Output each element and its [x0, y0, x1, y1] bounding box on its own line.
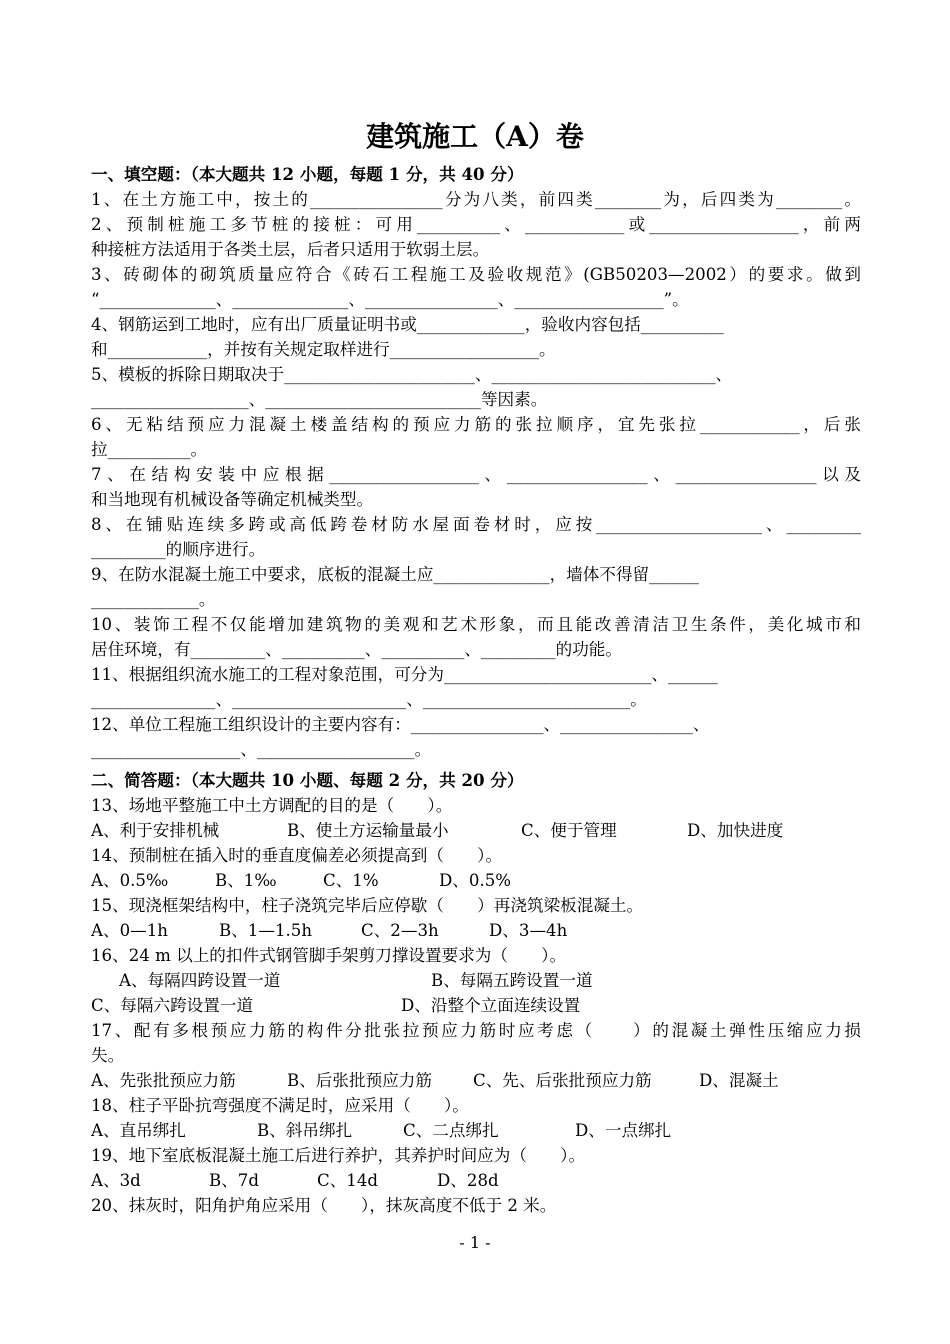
fill-line: 11、根据组织流水施工的工程对象范围，可分为_________________________、______: [91, 665, 718, 684]
option: D、沿整个立面连续设置: [401, 996, 581, 1015]
question-options: [91, 1168, 861, 1193]
question-options: [91, 818, 861, 843]
fill-line: 10、装饰工程不仅能增加建筑物的美观和艺术形象，而且能改善清洁卫生条件，美化城市和: [91, 615, 861, 634]
question-options: [91, 1068, 861, 1093]
option: C、每隔六跨设置一道: [91, 996, 254, 1015]
question-stem: 14、预制桩在插入时的垂直度偏差必须提高到（ ）。: [91, 846, 503, 865]
option: B、后张批预应力筋: [287, 1071, 432, 1090]
fill-line: 4、钢筋运到工地时，应有出厂质量证明书或_____________，验收内容包括__________: [91, 315, 724, 334]
option: D、3—4h: [489, 921, 568, 940]
section1-heading: 一、填空题：（本大题共 12 小题，每题 1 分，共 40 分）: [91, 164, 524, 184]
option: A、直吊绑扎: [91, 1121, 186, 1140]
option: C、先、后张批预应力筋: [473, 1071, 652, 1090]
option: C、1%: [323, 871, 379, 890]
question-stem: 18、柱子平卧抗弯强度不满足时，应采用（ ）。: [91, 1096, 469, 1115]
option: B、1‰: [215, 871, 277, 890]
question-stem: 20、抹灰时，阳角护角应采用（ ），抹灰高度不低于 2 米。: [91, 1196, 557, 1215]
question-stem: 17、配有多根预应力筋的构件分批张拉预应力筋时应考虑（ ）的混凝土弹性压缩应力损: [91, 1021, 861, 1040]
option: A、3d: [91, 1171, 141, 1190]
question-options: [91, 1118, 861, 1143]
option: C、二点绑扎: [403, 1121, 499, 1140]
question-stem: 16、24 m 以上的扣件式钢管脚手架剪刀撑设置要求为（ ）。: [91, 946, 567, 965]
option: B、使土方运输量最小: [287, 821, 449, 840]
question-stem: 15、现浇框架结构中，柱子浇筑完毕后应停歇（ ）再浇筑梁板混凝土。: [91, 896, 644, 915]
question-options: [91, 968, 861, 993]
fill-line: “______________、______________、________________、__________________”。: [91, 290, 689, 309]
fill-line: 7、在结构安装中应根据__________________、_________________、_________________以及: [91, 465, 861, 484]
question-stem: 13、场地平整施工中土方调配的目的是（ ）。: [91, 796, 453, 815]
fill-line: _______________、_____________________、_________________________。: [91, 690, 647, 709]
fill-line: 8、在铺贴连续多跨或高低跨卷材防水屋面卷材时，应按____________________、_________: [91, 515, 861, 534]
page-number: - 1 -: [459, 1233, 491, 1252]
option: B、斜吊绑扎: [257, 1121, 353, 1140]
fill-line: 5、模板的拆除日期取决于_______________________、___________________________、: [91, 365, 733, 384]
question-stem: 失。: [91, 1046, 125, 1065]
fill-line: __________________、___________________。: [91, 740, 432, 759]
option: B、每隔五跨设置一道: [431, 971, 593, 990]
option: D、混凝土: [699, 1071, 779, 1090]
fill-line: 种接桩方法适用于各类土层，后者只适用于软弱土层。: [91, 240, 490, 259]
option: A、先张批预应力筋: [91, 1071, 236, 1090]
question-options: [91, 918, 861, 943]
question-options: [91, 993, 861, 1018]
exam-body: [91, 162, 861, 1218]
fill-line: 拉__________。: [91, 440, 208, 459]
exam-title: 建筑施工（A）卷: [366, 120, 584, 153]
fill-line: _________的顺序进行。: [91, 540, 266, 559]
option: D、加快进度: [687, 821, 784, 840]
fill-line: _____________。: [91, 590, 216, 609]
fill-line: 12、单位工程施工组织设计的主要内容有：________________、________________、: [91, 715, 710, 734]
option: A、利于安排机械: [91, 821, 220, 840]
option: C、便于管理: [521, 821, 617, 840]
fill-line: 和____________，并按有关规定取样进行__________________。: [91, 340, 556, 359]
option: B、7d: [209, 1171, 259, 1190]
fill-line: ___________________、__________________________等因素。: [91, 390, 548, 409]
fill-line: 3、砖砌体的砌筑质量应符合《砖石工程施工及验收规范》(GB50203—2002）的要求。做到: [91, 265, 861, 284]
option: A、每隔四跨设置一道: [119, 971, 281, 990]
option: C、14d: [317, 1171, 379, 1190]
option: C、2—3h: [361, 921, 439, 940]
option: D、0.5%: [439, 871, 512, 890]
question-options: [91, 868, 861, 893]
fill-line: 2、预制桩施工多节桩的接桩：可用__________、____________或__________________，前两: [91, 215, 861, 234]
option: A、0—1h: [91, 921, 168, 940]
fill-line: 和当地现有机械设备等确定机械类型。: [91, 490, 374, 509]
option: D、28d: [437, 1171, 499, 1190]
fill-line: 6、无粘结预应力混凝土楼盖结构的预应力筋的张拉顺序，宜先张拉____________，后张: [91, 415, 861, 434]
option: A、0.5‰: [91, 871, 169, 890]
question-stem: 19、地下室底板混凝土施工后进行养护，其养护时间应为（ ）。: [91, 1146, 586, 1165]
fill-line: 居住环境，有_________、__________、__________、_________的功能。: [91, 640, 622, 659]
fill-line: 1、在土方施工中，按土的________________分为八类，前四类________为，后四类为________。: [91, 190, 861, 209]
option: D、一点绑扎: [575, 1121, 672, 1140]
fill-line: 9、在防水混凝土施工中要求，底板的混凝土应______________，墙体不得留______: [91, 565, 699, 584]
section2-heading: 二、简答题：（本大题共 10 小题、每题 2 分，共 20 分）: [91, 770, 524, 790]
option: B、1—1.5h: [219, 921, 313, 940]
